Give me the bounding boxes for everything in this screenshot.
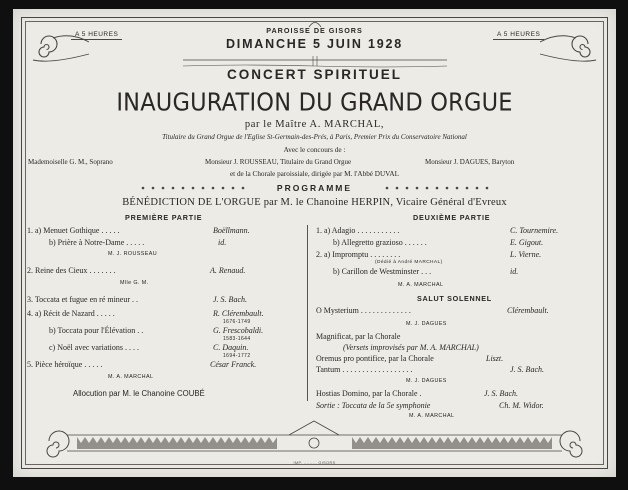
piece-title: 1. a) Adagio: [316, 226, 356, 235]
piece-title: 3. Toccata et fugue en ré mineur: [27, 295, 131, 304]
list-item-composer: J. S. Bach.: [510, 365, 544, 374]
piece-title: 5. Pièce héroïque: [27, 360, 83, 369]
piece-title: O Mysterium: [316, 306, 359, 315]
list-item: Magnificat, par la Chorale: [316, 332, 401, 341]
piece-title: Oremus pro pontifice, par la Chorale: [316, 354, 434, 363]
list-item: 2. Reine des Cieux . . . . . . .: [27, 266, 116, 275]
list-item: 4. a) Récit de Nazard . . . . .: [27, 309, 115, 318]
list-item-composer: Clérembault.: [507, 306, 549, 315]
piece-title: 2. Reine des Cieux: [27, 266, 88, 275]
piece-title: b) Prière à Notre-Dame: [49, 238, 125, 247]
bottom-ornament-band: [27, 413, 602, 461]
performer-organist: Monsieur J. ROUSSEAU, Titulaire du Grand Orgue: [205, 158, 352, 166]
list-item-composer: César Franck.: [210, 360, 257, 369]
composer-dates: 1694-1772: [223, 353, 251, 359]
list-item: [316, 354, 434, 363]
list-item-composer: R. Clérembault.: [213, 309, 264, 318]
list-item: 1. a) Adagio . . . . . . . . . . .: [316, 226, 400, 235]
column-divider: [307, 225, 308, 401]
salut-solennel-heading: SALUT SOLENNEL: [417, 294, 492, 303]
list-item: c) Noël avec variations . . . .: [49, 343, 139, 352]
performer-credit: Mlle G. M.: [120, 280, 149, 286]
time-left-box: A 5 HEURES: [71, 31, 122, 40]
performer-baritone: Monsieur J. DAGUES, Baryton: [425, 158, 515, 166]
chorale-line: et de la Chorale paroissiale, dirigée par M. l'Abbé DUVAL: [229, 170, 400, 178]
list-item-composer: C. Tournemire.: [510, 226, 559, 235]
list-item: Hostias Domino, par la Chorale .: [316, 389, 422, 398]
list-item-composer: Ch. M. Widor.: [499, 401, 544, 410]
performer-credit: M. A. MARCHAL: [398, 282, 444, 288]
program-sheet: [13, 9, 616, 477]
date-underline: [183, 54, 447, 68]
piece-title: Hostias Domino, par la Chorale: [316, 389, 418, 398]
concert-date: DIMANCHE 5 JUIN 1928: [225, 37, 403, 51]
piece-title: 4. a) Récit de Nazard: [27, 309, 95, 318]
concert-type: CONCERT SPIRITUEL: [226, 67, 402, 82]
list-item: Tantum . . . . . . . . . . . . . . . . . .: [316, 365, 413, 374]
list-item-composer: L. Vierne.: [510, 250, 542, 259]
printer-imprint: IMP. ......... GISORS: [293, 461, 336, 465]
list-item-composer: id.: [510, 267, 519, 276]
list-item: b) Prière à Notre-Dame . . . . .: [49, 238, 145, 247]
list-item-composer: J. S. Bach.: [484, 389, 518, 398]
list-item: 2. a) Impromptu . . . . . . . .: [316, 250, 401, 259]
piece-title: b) Allegretto grazioso: [333, 238, 403, 247]
performer-soprano: Mademoiselle G. M., Soprano: [28, 158, 113, 166]
allocution-line: Allocution par M. le Chanoine COUBÉ: [73, 389, 205, 398]
list-item: [316, 401, 430, 410]
list-item: b) Toccata pour l'Élévation . .: [49, 326, 144, 335]
organist-credentials: Titulaire du Grand Orgue de l'Eglise St-Germain-des-Prés, à Paris, Premier Prix du Conservatoire National: [162, 133, 467, 141]
with-line: Avec le concours de :: [283, 146, 346, 154]
programme-label: PROGRAMME: [276, 183, 353, 193]
improvisation-note: (Versets improvisés par M. A. MARCHAL): [343, 343, 479, 352]
performer-credit: M. A. MARCHAL: [409, 413, 455, 419]
part1-heading: PREMIÈRE PARTIE: [125, 213, 203, 222]
organist-line: par le Maître A. MARCHAL,: [244, 119, 385, 130]
piece-title: b) Carillon de Westminster: [333, 267, 420, 276]
composer-dates: 1583-1644: [223, 336, 251, 342]
list-item-composer: id.: [218, 238, 227, 247]
piece-title: 2. a) Impromptu: [316, 250, 369, 259]
time-right-box: A 5 HEURES: [493, 31, 544, 40]
piece-title: 1. a) Menuet Gothique: [27, 226, 100, 235]
list-item: 3. Toccata et fugue en ré mineur . .: [27, 295, 139, 304]
composer-dates: 1676-1749: [223, 319, 251, 325]
piece-title: Sortie : Toccata de la 5e symphonie: [316, 401, 431, 410]
piece-title: c) Noël avec variations: [49, 343, 123, 352]
list-item: b) Allegretto grazioso . . . . . .: [333, 238, 427, 247]
piece-title: Tantum: [316, 365, 341, 374]
performer-credit: M. A. MARCHAL: [108, 374, 154, 380]
dedication-note: (Dédié à André MARCHAL): [375, 260, 443, 265]
parish-name: PAROISSE DE GISORS: [266, 26, 363, 35]
part2-heading: DEUXIÈME PARTIE: [413, 213, 491, 222]
list-item-composer: G. Frescobaldi.: [213, 326, 264, 335]
list-item-composer: E. Gigout.: [510, 238, 544, 247]
concert-title: INAUGURATION DU GRAND ORGUE: [116, 88, 513, 118]
list-item-composer: C. Daquin.: [213, 343, 249, 352]
list-item: 5. Pièce héroïque . . . . .: [27, 360, 103, 369]
performer-credit: M. J. DAGUES: [406, 378, 447, 384]
list-item: O Mysterium . . . . . . . . . . . . .: [316, 306, 411, 315]
list-item: 1. a) Menuet Gothique . . . . .: [27, 226, 120, 235]
list-item-composer: Liszt.: [486, 354, 504, 363]
list-item-composer: J. S. Bach.: [213, 295, 247, 304]
performer-credit: M. J. DAGUES: [406, 321, 447, 327]
piece-title: b) Toccata pour l'Élévation: [49, 326, 136, 335]
benediction-line: BÉNÉDICTION DE L'ORGUE par M. le Chanoine HERPIN, Vicaire Général d'Evreux: [122, 197, 507, 208]
list-item: b) Carillon de Westminster . . .: [333, 267, 432, 276]
performer-credit: M. J. ROUSSEAU: [108, 251, 158, 257]
list-item-composer: Boëllmann.: [213, 226, 250, 235]
list-item-composer: A. Renaud.: [210, 266, 246, 275]
